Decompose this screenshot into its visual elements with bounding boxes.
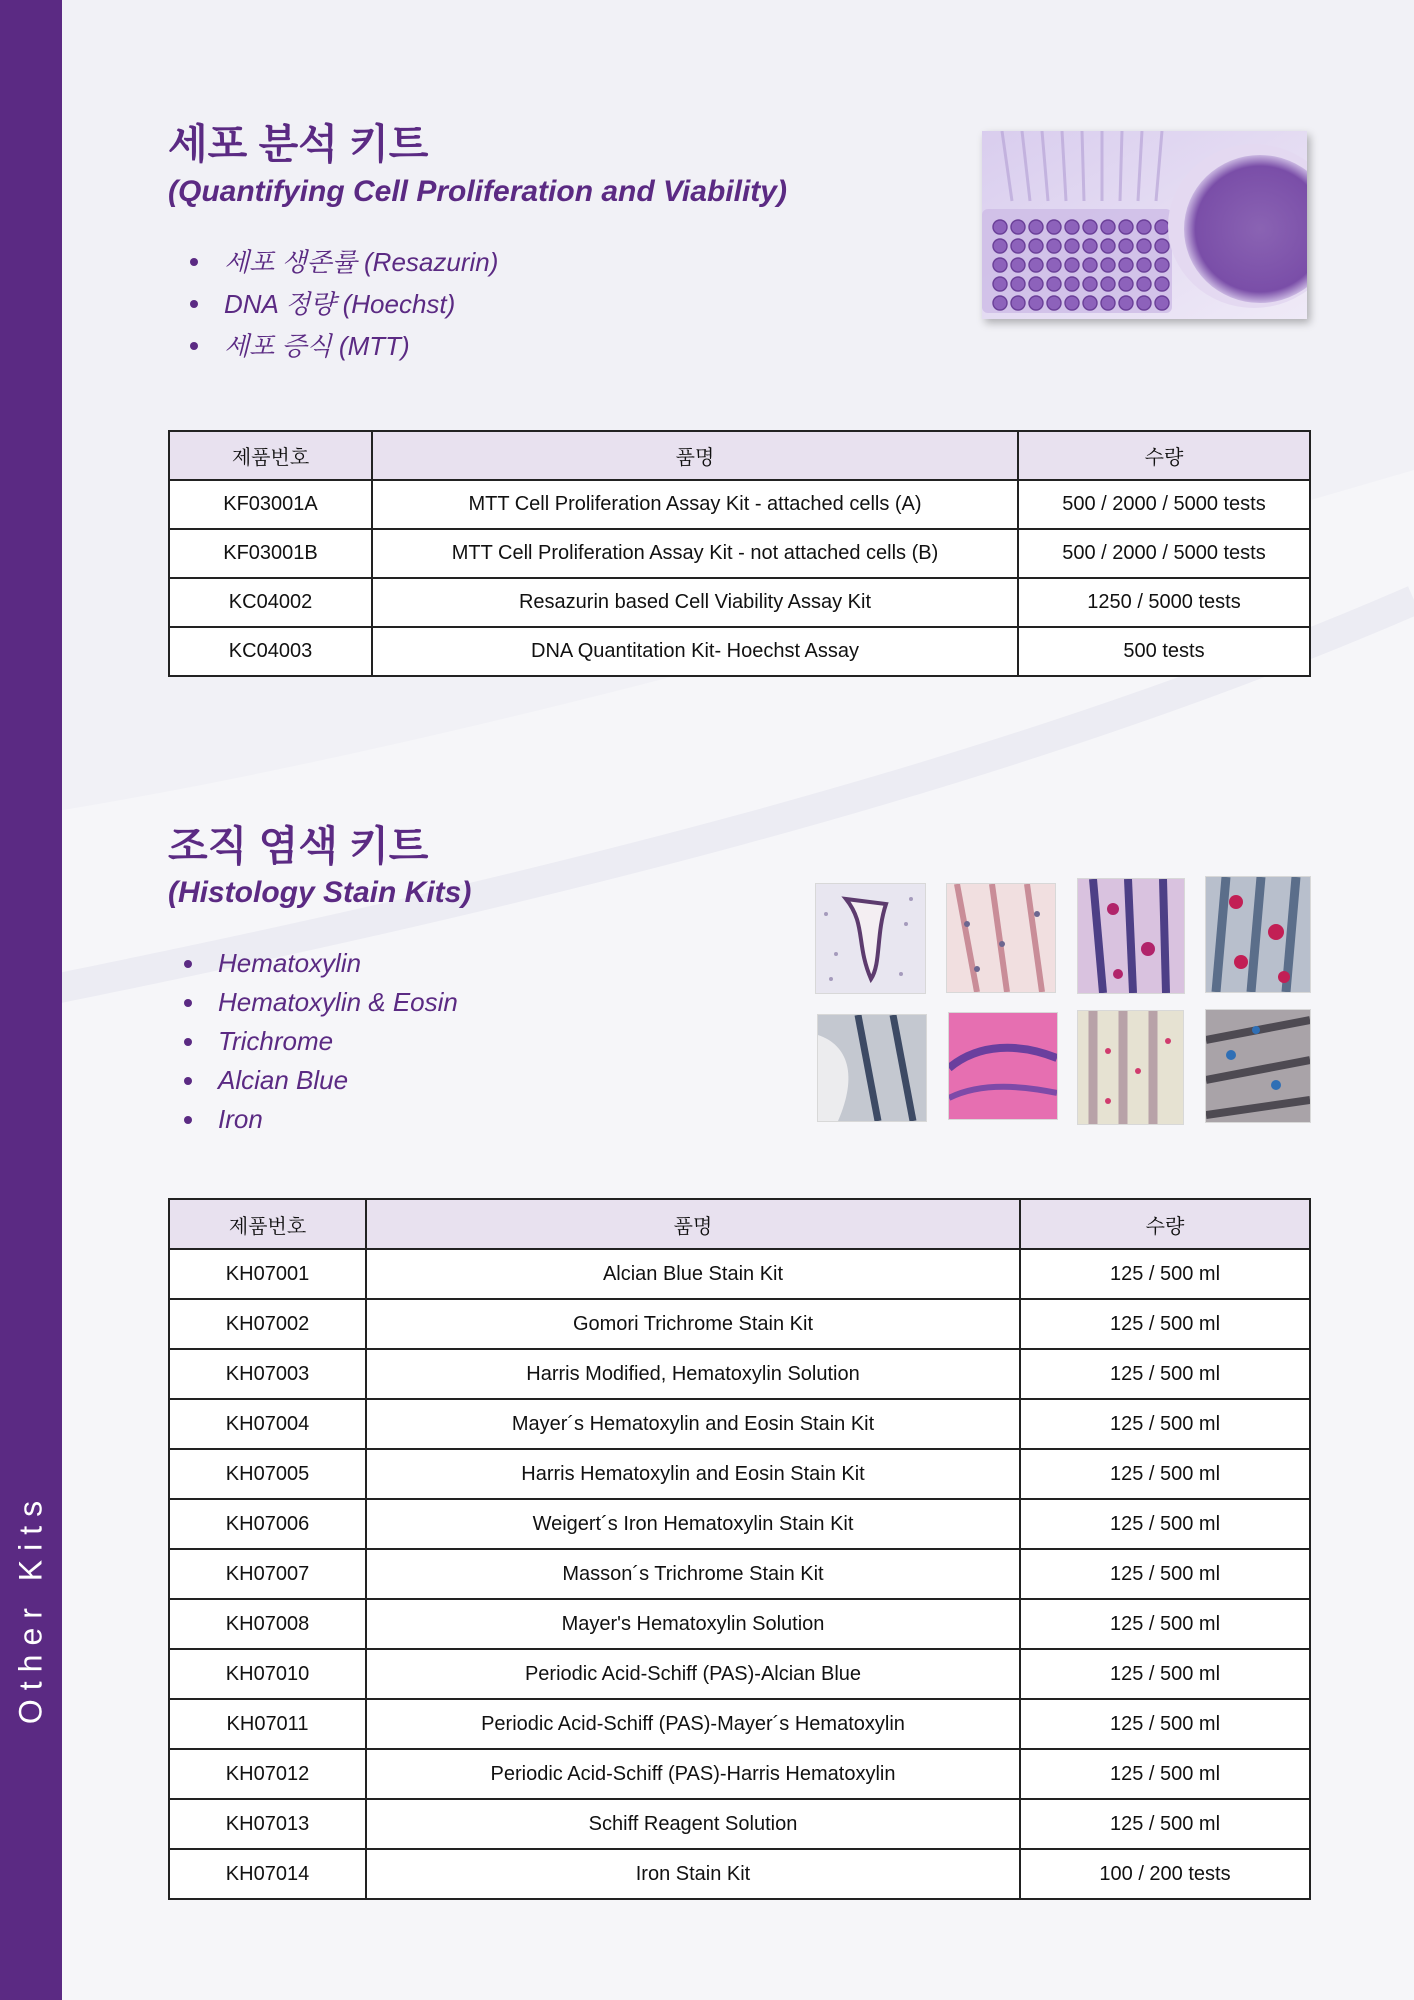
cell-quantity: 125 / 500 ml: [1020, 1799, 1310, 1849]
histology-bullet-item: Hematoxylin: [180, 944, 458, 983]
header-quantity: 수량: [1018, 431, 1310, 480]
table-row: [169, 1699, 1310, 1749]
cell-product-table: [168, 430, 1311, 677]
histology-image-tile: [1205, 876, 1311, 993]
table-row: [169, 1849, 1310, 1899]
histology-image-tile: [1077, 1010, 1184, 1125]
cell-product-name: Schiff Reagent Solution: [366, 1799, 1020, 1849]
table-row: [169, 1649, 1310, 1699]
cell-quantity: 1250 / 5000 tests: [1018, 578, 1310, 627]
cell-product-code: KF03001B: [169, 529, 372, 578]
cell-product-name: Alcian Blue Stain Kit: [366, 1249, 1020, 1299]
cell-product-code: KH07002: [169, 1299, 366, 1349]
histology-bullet-list: [180, 944, 458, 1139]
cell-product-code: KC04003: [169, 627, 372, 676]
header-quantity: 수량: [1020, 1199, 1310, 1249]
cell-quantity: 125 / 500 ml: [1020, 1749, 1310, 1799]
table-row: [169, 1299, 1310, 1349]
cell-product-code: KH07011: [169, 1699, 366, 1749]
table-row: [169, 627, 1310, 676]
cell-product-code: KH07004: [169, 1399, 366, 1449]
cell-quantity: 100 / 200 tests: [1020, 1849, 1310, 1899]
cell-quantity: 500 / 2000 / 5000 tests: [1018, 480, 1310, 529]
table-row: [169, 1799, 1310, 1849]
table-row: [169, 480, 1310, 529]
cell-quantity: 125 / 500 ml: [1020, 1249, 1310, 1299]
cell-section-title: 세포 분석 키트: [168, 121, 429, 167]
table-row: [169, 1249, 1310, 1299]
cell-product-code: KH07006: [169, 1499, 366, 1549]
cell-bullet-item: 세포 증식 (MTT): [186, 325, 498, 367]
cell-product-name: MTT Cell Proliferation Assay Kit - not attached cells (B): [372, 529, 1018, 578]
histology-product-table: [168, 1198, 1311, 1900]
cell-product-name: Periodic Acid-Schiff (PAS)-Mayer´s Hematoxylin: [366, 1699, 1020, 1749]
cell-quantity: 125 / 500 ml: [1020, 1299, 1310, 1349]
header-product-code: 제품번호: [169, 1199, 366, 1249]
histology-image-tile: [1205, 1009, 1311, 1123]
cell-product-name: Harris Hematoxylin and Eosin Stain Kit: [366, 1449, 1020, 1499]
histology-image-tile: [948, 1012, 1058, 1120]
cell-product-code: KF03001A: [169, 480, 372, 529]
histology-image-tile: [1077, 878, 1185, 994]
cell-quantity: 125 / 500 ml: [1020, 1699, 1310, 1749]
cell-quantity: 125 / 500 ml: [1020, 1349, 1310, 1399]
cell-quantity: 125 / 500 ml: [1020, 1549, 1310, 1599]
histology-bullet-item: Hematoxylin & Eosin: [180, 983, 458, 1022]
table-row: [169, 1449, 1310, 1499]
cell-quantity: 125 / 500 ml: [1020, 1649, 1310, 1699]
cell-product-code: KH07013: [169, 1799, 366, 1849]
sidebar-label: Other Kits: [12, 1491, 49, 1725]
cell-product-name: DNA Quantitation Kit- Hoechst Assay: [372, 627, 1018, 676]
cell-product-name: Periodic Acid-Schiff (PAS)-Harris Hematoxylin: [366, 1749, 1020, 1799]
table-row: [169, 1349, 1310, 1399]
histology-bullet-item: Trichrome: [180, 1022, 458, 1061]
cell-quantity: 125 / 500 ml: [1020, 1499, 1310, 1549]
histology-bullet-item: Iron: [180, 1100, 458, 1139]
well-plate-photo: [982, 131, 1307, 319]
table-row: [169, 1549, 1310, 1599]
sidebar: [0, 0, 62, 2000]
cell-product-name: Weigert´s Iron Hematoxylin Stain Kit: [366, 1499, 1020, 1549]
table-row: [169, 1749, 1310, 1799]
cell-bullet-item: DNA 정량 (Hoechst): [186, 283, 498, 325]
table-row: [169, 1599, 1310, 1649]
cell-product-code: KC04002: [169, 578, 372, 627]
histology-image-tile: [817, 1014, 927, 1122]
histology-section-subtitle: (Histology Stain Kits): [168, 876, 472, 909]
cell-product-name: Periodic Acid-Schiff (PAS)-Alcian Blue: [366, 1649, 1020, 1699]
cell-product-name: Masson´s Trichrome Stain Kit: [366, 1549, 1020, 1599]
cell-product-code: KH07008: [169, 1599, 366, 1649]
cell-quantity: 125 / 500 ml: [1020, 1449, 1310, 1499]
histology-bullet-item: Alcian Blue: [180, 1061, 458, 1100]
cell-quantity: 500 tests: [1018, 627, 1310, 676]
cell-product-name: Harris Modified, Hematoxylin Solution: [366, 1349, 1020, 1399]
cell-product-code: KH07001: [169, 1249, 366, 1299]
table-row: [169, 1499, 1310, 1549]
cell-bullet-list: [186, 241, 498, 367]
cell-product-code: KH07010: [169, 1649, 366, 1699]
histology-section-title: 조직 염색 키트: [168, 823, 429, 869]
header-product-name: 품명: [372, 431, 1018, 480]
cell-bullet-item: 세포 생존률 (Resazurin): [186, 241, 498, 283]
cell-product-name: MTT Cell Proliferation Assay Kit - attached cells (A): [372, 480, 1018, 529]
histology-image-tile: [815, 883, 926, 994]
cell-product-name: Mayer´s Hematoxylin and Eosin Stain Kit: [366, 1399, 1020, 1449]
cell-product-code: KH07003: [169, 1349, 366, 1399]
cell-product-name: Mayer's Hematoxylin Solution: [366, 1599, 1020, 1649]
table-row: [169, 1399, 1310, 1449]
cell-quantity: 125 / 500 ml: [1020, 1599, 1310, 1649]
histology-image-tile: [946, 883, 1056, 993]
table-header-row: [169, 431, 1310, 480]
header-product-name: 품명: [366, 1199, 1020, 1249]
cell-product-name: Gomori Trichrome Stain Kit: [366, 1299, 1020, 1349]
table-header-row: [169, 1199, 1310, 1249]
cell-product-code: KH07007: [169, 1549, 366, 1599]
cell-product-code: KH07014: [169, 1849, 366, 1899]
table-row: [169, 529, 1310, 578]
cell-product-code: KH07012: [169, 1749, 366, 1799]
header-product-code: 제품번호: [169, 431, 372, 480]
cell-quantity: 500 / 2000 / 5000 tests: [1018, 529, 1310, 578]
cell-section-subtitle: (Quantifying Cell Proliferation and Viability): [168, 175, 787, 208]
cell-product-code: KH07005: [169, 1449, 366, 1499]
cell-product-name: Iron Stain Kit: [366, 1849, 1020, 1899]
cell-quantity: 125 / 500 ml: [1020, 1399, 1310, 1449]
table-row: [169, 578, 1310, 627]
cell-product-name: Resazurin based Cell Viability Assay Kit: [372, 578, 1018, 627]
